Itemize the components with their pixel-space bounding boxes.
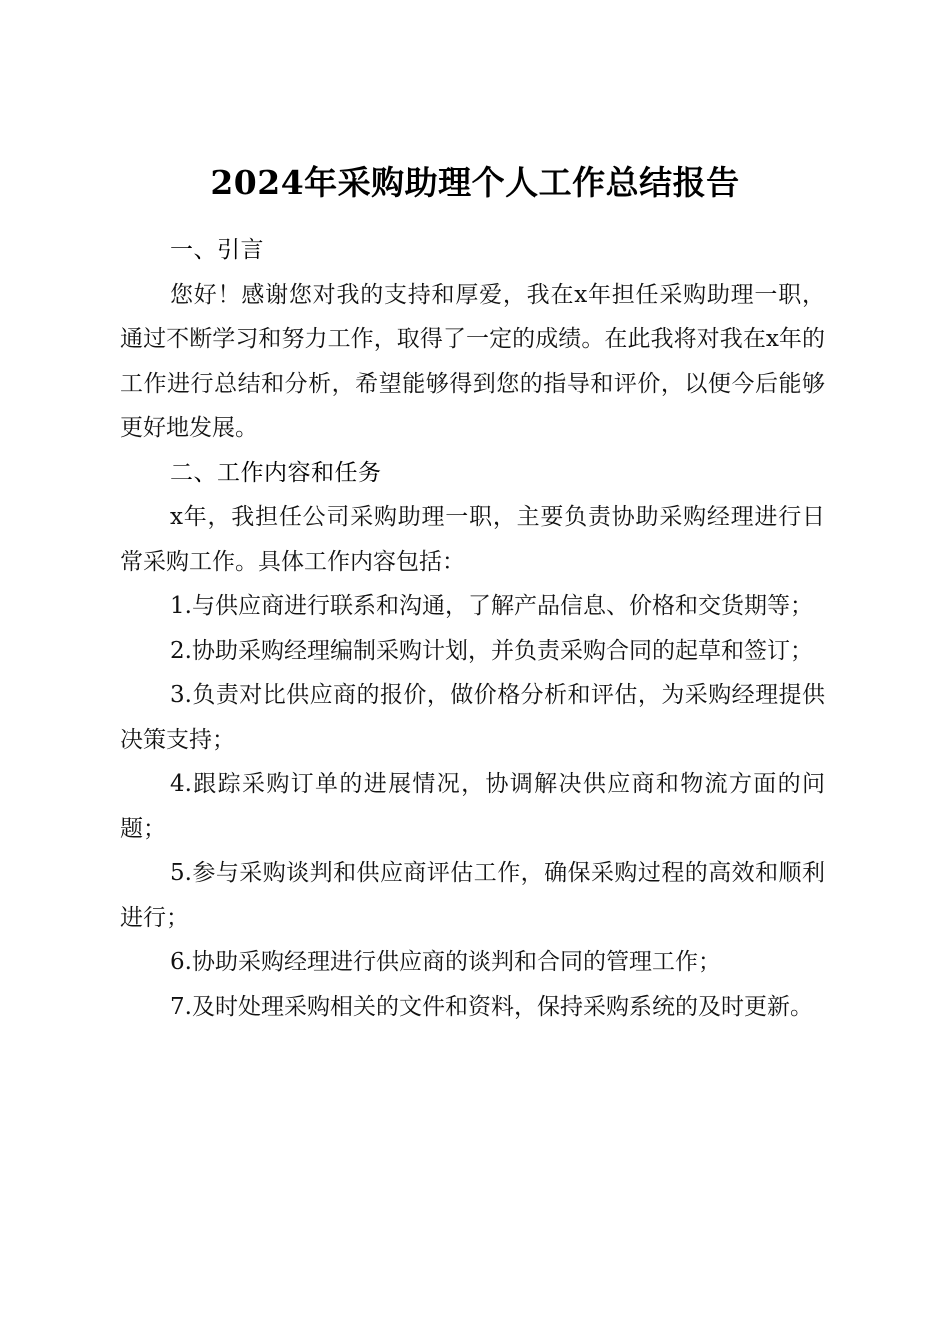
list-item: 2.协助采购经理编制采购计划，并负责采购合同的起草和签订； [170,637,813,664]
work-content-intro: x年，我担任公司采购助理一职，主要负责协助采购经理进行日常采购工作。具体工作内容包括： [120,504,825,575]
document-body [120,228,825,1029]
list-item: 7.及时处理采购相关的文件和资料，保持采购系统的及时更新。 [170,993,813,1020]
list-item: 5.参与采购谈判和供应商评估工作，确保采购过程的高效和顺利进行； [120,860,825,931]
document-title: 2024年采购助理个人工作总结报告 [210,163,740,203]
section-heading-introduction: 一、引言 [170,237,264,263]
list-item: 1.与供应商进行联系和沟通，了解产品信息、价格和交货期等； [170,593,813,619]
section-heading-work-content: 二、工作内容和任务 [170,459,382,486]
list-item: 4.跟踪采购订单的进展情况，协调解决供应商和物流方面的问题； [120,771,825,842]
list-item: 6.协助采购经理进行供应商的谈判和合同的管理工作； [170,949,721,975]
introduction-paragraph: 您好！感谢您对我的支持和厚爱，我在x年担任采购助理一职，通过不断学习和努力工作，取得了一定的成绩。在此我将对我在x年的工作进行总结和分析，希望能够得到您的指导和评价，以便今后能够更好地发展。 [120,281,825,441]
list-item: 3.负责对比供应商的报价，做价格分析和评估，为采购经理提供决策支持； [120,682,825,753]
task-list [120,584,825,1029]
